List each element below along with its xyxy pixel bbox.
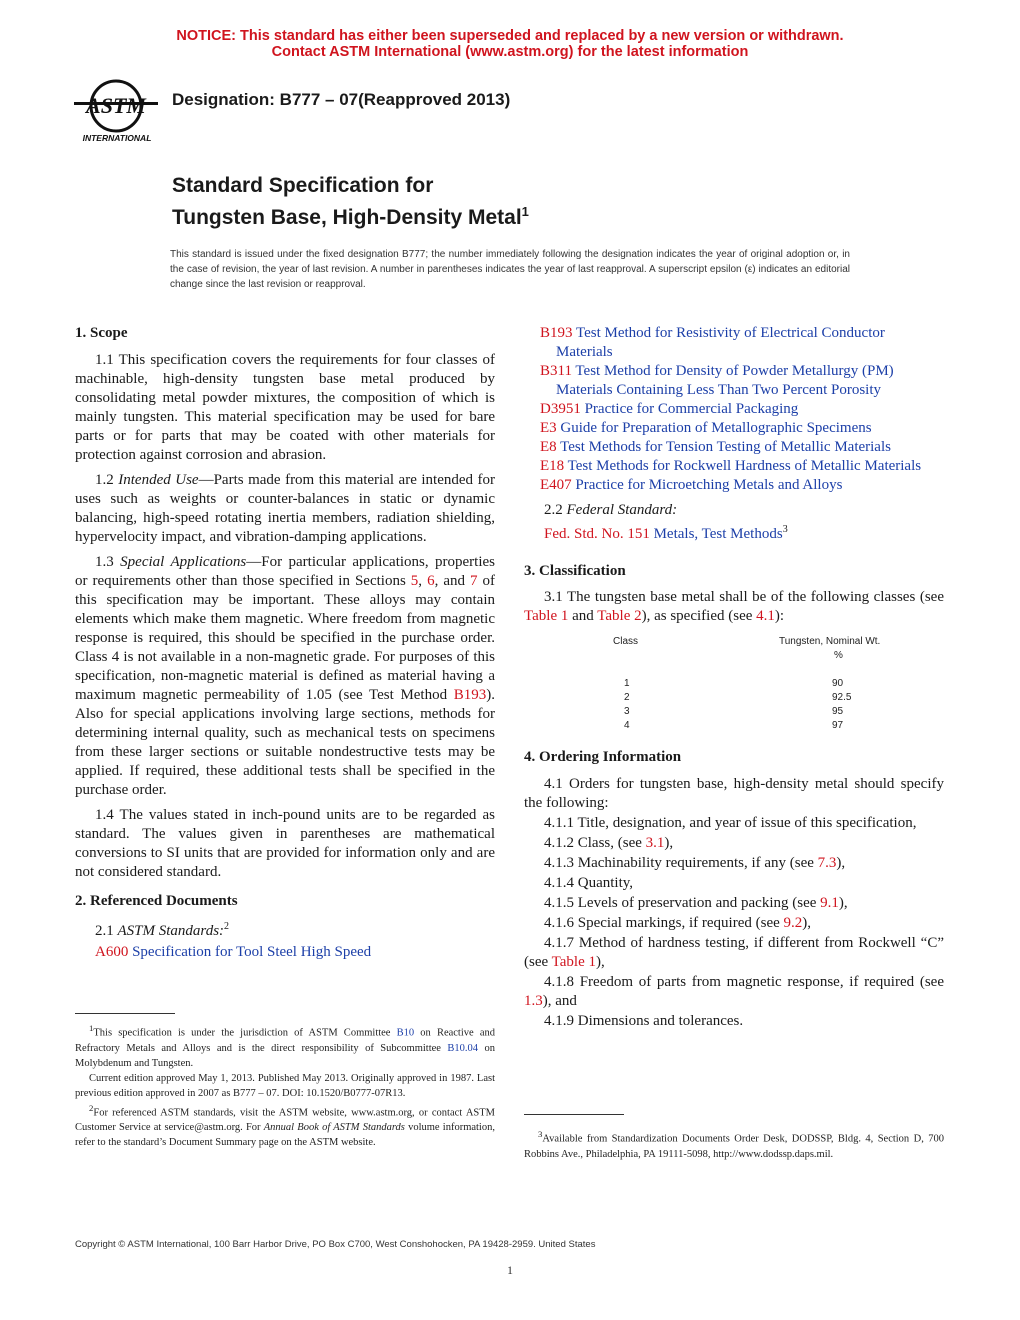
para-4-1-2-text: 4.1.2 Class, (see — [544, 835, 646, 851]
astm-logo — [74, 72, 164, 144]
logo-subtext: INTERNATIONAL — [82, 133, 152, 143]
ref-item — [540, 419, 944, 438]
table-header-percent: % — [834, 650, 843, 661]
fn2-text-a: For referenced ASTM standards, visit the ASTM website, www.astm.org, or contact ASTM Customer Service at service@astm.org. For — [75, 1107, 495, 1133]
link-b193[interactable]: B193 — [453, 687, 487, 703]
link-section-5[interactable]: 5 — [410, 573, 419, 589]
scope-heading: 1. Scope — [75, 325, 128, 341]
page-number: 1 — [507, 1263, 513, 1277]
classification-heading: 3. Classification — [524, 563, 626, 579]
ref-item — [540, 438, 944, 457]
title-line-1: Standard Specification for — [172, 174, 434, 197]
para-4-1-8 — [524, 973, 944, 1011]
sep: , — [418, 573, 428, 589]
link-fed-std[interactable]: Fed. Std. No. 151 — [544, 526, 650, 542]
link-ref-code[interactable]: B193 — [540, 325, 573, 341]
left-column — [75, 324, 495, 962]
ref-item-text[interactable]: Guide for Preparation of Metallographic Specimens — [556, 420, 872, 436]
copyright: Copyright © ASTM International, 100 Barr Harbor Drive, PO Box C700, West Conshohocken, PA 19428-2959. United States — [75, 1239, 596, 1250]
para-2-2-term: Federal Standard: — [566, 502, 678, 518]
link-ref-code[interactable]: B311 — [540, 363, 572, 379]
ref-a600-text[interactable]: Specification for Tool Steel High Speed — [128, 944, 372, 960]
footnote-rule-left — [75, 1013, 175, 1014]
ref-item-text[interactable]: Practice for Microetching Metals and Alloys — [571, 477, 843, 493]
ordering-heading: 4. Ordering Information — [524, 749, 682, 765]
ref-item-text[interactable]: Test Methods for Rockwell Hardness of Metallic Materials — [564, 458, 922, 474]
ref-item — [540, 457, 944, 476]
link-table-2[interactable]: Table 2 — [597, 608, 642, 624]
para-4-1-5-end: ), — [838, 895, 848, 911]
para-2-1 — [75, 917, 495, 941]
para-4-1-3 — [524, 854, 944, 873]
para-1-4: 1.4 The values stated in inch-pound units are to be regarded as standard. The values given in parentheses are mathematical conversions to SI units that are provided for information only and are not considered standard. — [75, 807, 495, 880]
para-1-2-text: —Parts made from this material are intended for uses such as weights or counter-balances in static or dynamic balancing, high-speed rotating inertia members, radiation shielding, hypervelocity impact, and vibration-damping applications. — [75, 472, 496, 545]
footnote-2 — [75, 1101, 495, 1151]
fn1-text-a: This specification is under the jurisdiction of ASTM Committee — [93, 1027, 397, 1039]
intro-paragraph: This standard is issued under the fixed designation B777; the number immediately following the designation indicates the year of original adoption or, in the case of revision, the year of last revision. A number in parentheses indicates the year of last reapproval. A superscript epsilon (ε) indicates an editorial change since the last revision or reapproval. — [170, 249, 850, 290]
logo-letters: ASTM — [86, 93, 146, 118]
table-header-tungsten: Tungsten, Nominal Wt. — [779, 636, 881, 647]
link-ref-code[interactable]: E3 — [540, 420, 557, 436]
para-2-2-num: 2.2 — [544, 502, 563, 518]
footnote-3 — [524, 1127, 944, 1162]
para-2-1-term: ASTM Standards: — [117, 923, 225, 939]
fn2-italic: Annual Book of ASTM Standards — [263, 1122, 405, 1133]
link-b10[interactable]: B10 — [396, 1027, 415, 1039]
para-4-1-3-end: ), — [836, 855, 846, 871]
ref-item — [540, 362, 944, 400]
para-1-2-num: 1.2 — [95, 472, 114, 488]
link-ref-code[interactable]: D3951 — [540, 401, 581, 417]
para-4-1-6-text: 4.1.6 Special markings, if required (see — [544, 915, 784, 931]
link-7-3[interactable]: 7.3 — [817, 855, 837, 871]
ref-a600 — [75, 943, 495, 962]
ref-item — [540, 324, 944, 362]
para-1-1: 1.1 This specification covers the requirements for four classes of machinable, high-density tungsten base metal produced by consolidating metal powder mixtures, the composition of which is mainly tungsten. This material specification may be used for bare parts or for parts that may be coated with other materials for protection against corrosion and abrasion. — [75, 352, 495, 463]
link-ref-code[interactable]: E8 — [540, 439, 557, 455]
link-ref-code[interactable]: E407 — [540, 477, 572, 493]
ref-item-text[interactable]: Test Method for Density of Powder Metallurgy (PM) Materials Containing Less Than Two Percent Porosity — [556, 363, 894, 398]
link-3-1[interactable]: 3.1 — [645, 835, 665, 851]
table-cell-pct: 92.5 — [832, 692, 852, 703]
fn2-mark: 2 — [89, 1102, 94, 1113]
fn1-text-c: on Molybdenum and Tungsten. — [75, 1042, 495, 1069]
para-4-1-8-text: 4.1.8 Freedom of parts from magnetic response, if required (see — [544, 974, 944, 990]
para-4-1: 4.1 Orders for tungsten base, high-density metal should specify the following: — [524, 776, 944, 811]
ref-item — [540, 476, 944, 495]
para-1-2 — [75, 471, 495, 547]
para-4-1-7-text: 4.1.7 Method of hardness testing, if different from Rockwell “C” (see — [524, 935, 944, 970]
link-9-2[interactable]: 9.2 — [783, 915, 803, 931]
para-4-1-7 — [524, 934, 944, 972]
para-4-1-5-text: 4.1.5 Levels of preservation and packing (see — [544, 895, 821, 911]
reference-list — [524, 324, 944, 495]
table-cell-class: 3 — [624, 706, 630, 717]
footnote-1-edition: Current edition approved May 1, 2013. Published May 2013. Originally approved in 1987. Last previous edition approved in 2007 as B777 – 07. DOI: 10.1520/B0777-07R13. — [75, 1072, 495, 1099]
para-1-3-text-a: —For particular applications, properties or requirements other than those specified in Sections — [75, 554, 496, 589]
fn2-text-b: volume information, refer to the standard’s Document Summary page on the ASTM website. — [75, 1122, 495, 1148]
para-1-2-term: Intended Use — [118, 472, 199, 488]
sep: , and — [434, 573, 470, 589]
ref-item-text[interactable]: Test Methods for Tension Testing of Metallic Materials — [556, 439, 891, 455]
link-table-1-b[interactable]: Table 1 — [551, 954, 596, 970]
para-1-3-term: Special Applications — [120, 554, 247, 570]
link-table-1[interactable]: Table 1 — [524, 608, 569, 624]
ref-item-text[interactable]: Test Method for Resistivity of Electrical Conductor Materials — [556, 325, 885, 360]
footnotes-right — [524, 1127, 944, 1162]
para-4-1-6-end: ), — [802, 915, 812, 931]
ref-item-text[interactable]: Practice for Commercial Packaging — [580, 401, 799, 417]
fn1-text-b: on Reactive and Refractory Metals and Alloys and is the direct responsibility of Subcommittee — [75, 1027, 495, 1054]
para-4-1-2-end: ), — [664, 835, 674, 851]
link-1-3[interactable]: 1.3 — [524, 993, 543, 1009]
title-footnote-mark: 1 — [521, 204, 529, 219]
ref-fed-std — [524, 520, 944, 544]
footnote-rule-right — [524, 1114, 624, 1115]
para-4-1-7-end: ), — [596, 954, 605, 970]
para-4-1-1: 4.1.1 Title, designation, and year of issue of this specification, — [544, 815, 917, 831]
para-2-1-sup: 2 — [224, 921, 230, 932]
ref-fed-std-text[interactable]: Metals, Test Methods — [649, 526, 783, 542]
para-3-1-text-a: 3.1 The tungsten base metal shall be of the following classes (see — [544, 589, 944, 605]
table-cell-class: 1 — [624, 678, 630, 689]
link-section-7[interactable]: 7 — [469, 573, 478, 589]
link-9-1[interactable]: 9.1 — [820, 895, 839, 911]
title-line-2: Tungsten Base, High-Density Metal — [172, 206, 522, 229]
link-4-1[interactable]: 4.1 — [756, 608, 775, 624]
refdocs-heading: 2. Referenced Documents — [75, 893, 238, 909]
para-3-1-text-b: ), as specified (see — [641, 608, 757, 624]
table-cell-pct: 97 — [832, 720, 844, 731]
page-title — [172, 173, 529, 231]
link-b10-04[interactable]: B10.04 — [447, 1042, 479, 1054]
para-4-1-9: 4.1.9 Dimensions and tolerances. — [544, 1013, 744, 1029]
link-section-6[interactable]: 6 — [427, 573, 435, 589]
para-3-1-and: and — [568, 608, 598, 624]
para-3-1 — [524, 588, 944, 626]
notice-line-1: NOTICE: This standard has either been superseded and replaced by a new version or withdrawn. — [176, 28, 844, 44]
para-4-1-2 — [524, 834, 944, 853]
table-header-class: Class — [613, 636, 639, 647]
para-4-1-8-end: ), and — [542, 993, 577, 1009]
para-1-3-num: 1.3 — [95, 554, 114, 570]
para-3-1-text-c: ): — [774, 608, 785, 624]
para-1-3-text-b: of this specification may be important. These alloys may contain elements which make them magnetic. Where freedom from magnetic response is required, this should be specified in the purchase order. Class 4 is not available in a non-magnetic grade. For purposes of this specification, non-magnetic material is defined as material having a maximum magnetic permeability of 1.05 (see Test Method — [75, 573, 495, 703]
notice-line-2: Contact ASTM International (www.astm.org) for the latest information — [271, 44, 749, 60]
footnote-1 — [75, 1021, 495, 1071]
table-cell-pct: 95 — [832, 706, 844, 717]
para-4-1-5 — [524, 894, 944, 913]
right-column — [524, 324, 944, 1031]
ref-item — [540, 400, 944, 419]
para-4-1-3-text: 4.1.3 Machinability requirements, if any (see — [544, 855, 818, 871]
para-4-1-4: 4.1.4 Quantity, — [544, 875, 634, 891]
fn3-mark: 3 — [538, 1129, 543, 1139]
para-1-3-text-c: ). Also for special applications involving large sections, methods for determining internal quality, such as mechanical tests on specimens from these larger sections or suitable nondestructive tests may be applied. If required, these additional tests shall be specified in the purchase order. — [75, 687, 495, 798]
fn3-text: Available from Standardization Documents Order Desk, DODSSP, Bldg. 4, Section D, 700 Robbins Ave., Philadelphia, PA 19111-5098, http://www.dodssp.daps.mil. — [524, 1133, 944, 1160]
designation: Designation: B777 – 07(Reapproved 2013) — [172, 90, 511, 109]
para-2-2 — [524, 501, 944, 520]
table-cell-class: 4 — [624, 720, 630, 731]
para-1-3 — [75, 553, 495, 800]
para-4-1-6 — [524, 914, 944, 933]
para-2-1-num: 2.1 — [95, 923, 114, 939]
link-ref-code[interactable]: E18 — [540, 458, 565, 474]
class-table — [524, 630, 944, 734]
table-cell-class: 2 — [624, 692, 630, 703]
footnotes-left — [75, 1021, 495, 1150]
table-cell-pct: 90 — [832, 678, 844, 689]
link-a600[interactable]: A600 — [95, 944, 129, 960]
fn1-mark: 1 — [89, 1023, 94, 1033]
fed-sup: 3 — [782, 524, 788, 535]
